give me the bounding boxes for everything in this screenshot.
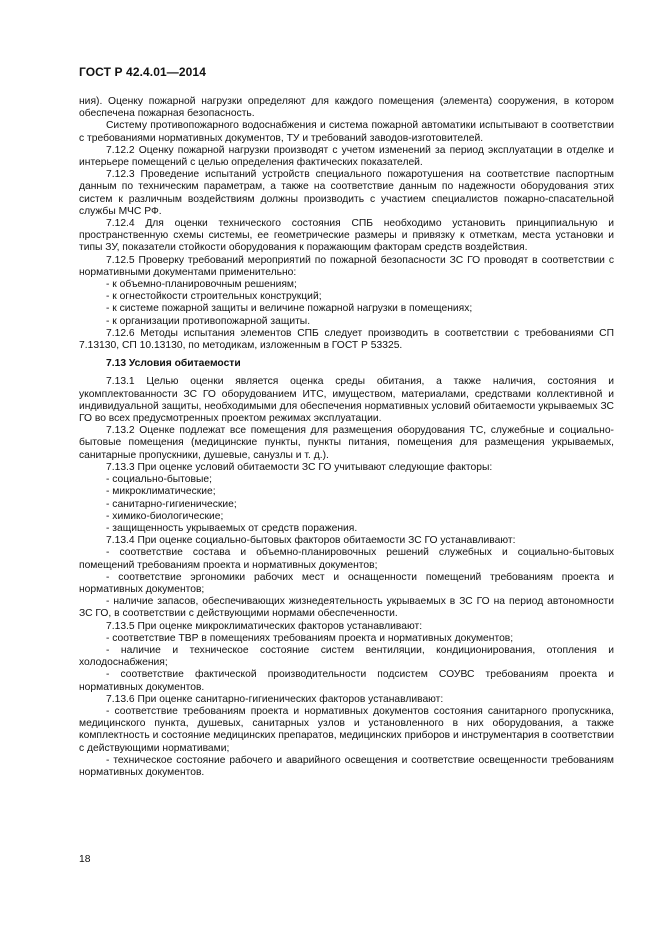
list-item: - защищенность укрываемых от средств поражения. (106, 522, 358, 534)
paragraph-continuation: ния). Оценку пожарной нагрузки определяют для каждого помещения (элемента) сооружения, в котором обеспечена пожарная безопасность. (79, 96, 614, 120)
list-item: - соответствие ТВР в помещениях требованиям проекта и нормативных документов; (106, 632, 514, 644)
list-item: - к организации противопожарной защиты. (106, 315, 311, 327)
paragraph-7-12-6: 7.12.6 Методы испытания элементов СПБ следует производить в соответствии с требованиями СП 7.13130, СП 10.13130, по методикам, изложенным в ГОСТ Р 53325. (79, 327, 614, 352)
list-item: - соответствие эргономики рабочих мест и оснащенности помещений требованиям проекта и нормативных документов; (79, 571, 614, 595)
section-heading-7-13: 7.13 Условия обитаемости (106, 358, 241, 370)
list-item: - соответствие состава и объемно-планировочных решений служебных и социально-бытовых помещений требованиям проекта и нормативных документов; (79, 547, 614, 571)
paragraph: Систему противопожарного водоснабжения и система пожарной автоматики испытывают в соответствии с требованиями нормативных документов, ТУ и требований заводов-изготовителей. (79, 120, 614, 144)
list-item: - наличие и техническое состояние систем вентиляции, кондиционирования, отопления и холодоснабжения; (79, 644, 614, 669)
list-item: - к системе пожарной защиты и величине пожарной нагрузки в помещениях; (106, 303, 473, 315)
list-item: - наличие запасов, обеспечивающих жизнедеятельность укрываемых в ЗС ГО на период автономности ЗС ГО, в соответствии с действующими нормами обеспеченности. (79, 596, 614, 620)
paragraph-7-12-2: 7.12.2 Оценку пожарной нагрузки производят с учетом изменений за период эксплуатации в отделке и интерьере помещений с целью определения фактических показателей. (79, 144, 614, 169)
document-header: ГОСТ Р 42.4.01—2014 (79, 65, 206, 79)
document-body (79, 96, 614, 779)
list-item: - к объемно-планировочным решениям; (106, 279, 297, 291)
paragraph-7-13-3: 7.13.3 При оценке условий обитаемости ЗС ГО учитывают следующие факторы: (106, 461, 493, 473)
list-item: - санитарно-гигиенические; (106, 498, 237, 510)
list-item: - социально-бытовые; (106, 474, 212, 486)
paragraph-7-12-5: 7.12.5 Проверку требований мероприятий по пожарной безопасности ЗС ГО проводят в соответствии с нормативными документами применительно: (79, 254, 614, 278)
paragraph-7-13-1: 7.13.1 Целью оценки является оценка среды обитания, а также наличия, состояния и укомплектованности ЗС ГО оборудованием ИТС, имуществом, материалами, средствами коллективной и индивидуальной защиты, необходимыми для обеспечения нормативных условий обитаемости укрываемых ЗС ГО во всех предусмотренных проектом режимах эксплуатации. (79, 376, 614, 425)
paragraph-7-13-4: 7.13.4 При оценке социально-бытовых факторов обитаемости ЗС ГО устанавливают: (106, 535, 516, 547)
list-item: - к огнестойкости строительных конструкций; (106, 291, 322, 303)
page-number: 18 (79, 854, 91, 865)
list-item: - химико-биологические; (106, 510, 224, 522)
paragraph-7-12-3: 7.12.3 Проведение испытаний устройств специального пожаротушения на соответствие паспортным данным по техническим параметрам, а также на соответствие данным по надежности оборудования этих систем к различным воздействиям должны производить с участием специалистов пожарно-спасательной службы МЧС РФ. (79, 169, 614, 217)
paragraph-7-13-5: 7.13.5 При оценке микроклиматических факторов устанавливают: (106, 620, 423, 632)
list-item: - соответствие фактической производительности подсистем СОУВС требованиям проекта и нормативных документов. (79, 669, 614, 693)
paragraph-7-13-2: 7.13.2 Оценке подлежат все помещения для размещения оборудования ТС, служебные и социально-бытовые помещения (медицинские пункты, пункты питания, помещения для размещения укрываемых, санитарные пропускники, душевые, санузлы и т. д.). (79, 425, 614, 461)
list-item: - соответствие требованиям проекта и нормативных документов состояния санитарного пропускника, медицинского пункта, душевых, санитарных узлов и установленного в них оборудования, а также комплектность и состояние медицинских препаратов, медицинских приборов и инструментария в соответствии с действующими нормативами; (79, 705, 614, 754)
list-item: - микроклиматические; (106, 486, 216, 498)
paragraph-7-13-6: 7.13.6 При оценке санитарно-гигиенических факторов устанавливают: (106, 693, 444, 705)
paragraph-7-12-4: 7.12.4 Для оценки технического состояния СПБ необходимо установить принципиальную и пространственную схемы системы, ее геометрические размеры и привязку к отметкам, места установки и типы ЗУ, показатели стойкости оборудования к поражающим факторам средств воздействия. (79, 218, 614, 254)
list-item: - техническое состояние рабочего и аварийного освещения и соответствие освещенности требованиям нормативных документов. (79, 754, 614, 778)
